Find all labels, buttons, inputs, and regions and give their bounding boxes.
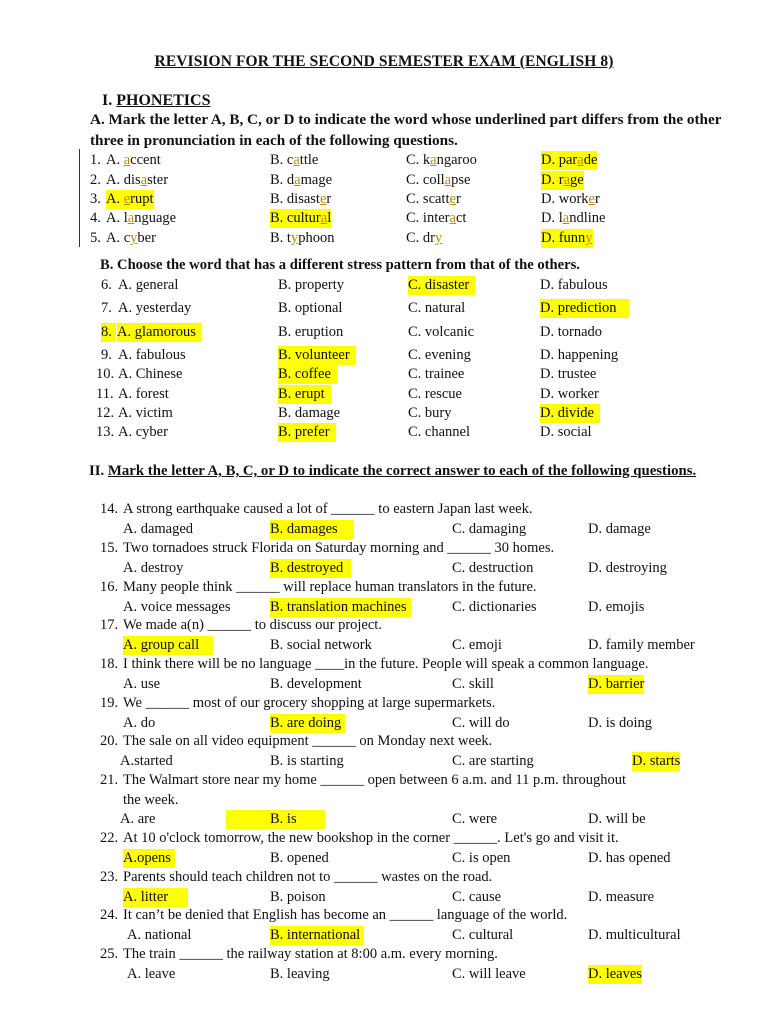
answer-choice: C. skill [452, 675, 494, 692]
answer-choice: C. rescue [408, 386, 462, 402]
answer-choice: B. social network [270, 636, 372, 653]
underlined-letter: y [130, 230, 138, 246]
answer-choice [406, 190, 461, 209]
question-number: 4. [90, 210, 101, 226]
question-number: 5. [90, 230, 101, 246]
answer-option: A.opens [123, 849, 175, 868]
option-text: ndline [569, 210, 606, 226]
underlined-letter: a [430, 152, 437, 168]
answer-option: B. are doing [270, 714, 345, 733]
answer-choice [406, 229, 442, 248]
answer-choice: B. development [270, 675, 362, 692]
question-number: 18. [100, 656, 119, 672]
question-number: 24. [100, 907, 119, 923]
answer-choice: B. is starting [270, 752, 344, 769]
answer-choice: B. optional [278, 300, 343, 316]
answer-choice: C. will leave [452, 965, 526, 982]
stress-question-row [0, 346, 768, 365]
option-text: de [583, 152, 598, 168]
option-text: A. [106, 191, 124, 207]
answer-option [541, 151, 597, 170]
answer-choice: C. emoji [452, 636, 502, 653]
answer-choice: A. use [123, 675, 161, 692]
answer-choice: A. forest [118, 386, 169, 402]
answer-option [541, 229, 593, 248]
answer-option: A. litter [123, 888, 188, 907]
question-number: 25. [100, 946, 119, 962]
answer-choice: D. destroying [588, 559, 667, 576]
underlined-letter: y [435, 230, 443, 246]
answer-choice [270, 171, 332, 190]
option-text: C. scatt [406, 191, 450, 207]
option-text: B. t [270, 230, 291, 246]
underlined-letter: y [290, 230, 299, 246]
underlined-letter: a [449, 210, 456, 226]
answer-choice: C. will do [452, 714, 510, 731]
option-text: ge [570, 172, 584, 188]
stress-question-row [0, 404, 768, 423]
question-text: The Walmart store near my home ______ open between 6 a.m. and 11 p.m. throughout [123, 772, 626, 788]
underlined-letter: e [588, 191, 595, 207]
answer-choice: D. will be [588, 811, 646, 827]
answer-choice: B. leaving [270, 965, 330, 982]
stress-question-row [0, 423, 768, 442]
part-a-instruction: A. Mark the letter A, B, C, or D to indicate the word whose underlined part differs from the other three in pronunciation in each of the following questions. [90, 111, 722, 149]
answer-choice: A. leave [127, 965, 176, 982]
section-2-heading [89, 462, 749, 481]
answer-choice [406, 171, 470, 190]
question-number: 7. [101, 300, 112, 316]
answer-option: D. barrier [588, 675, 645, 692]
option-text: phoon [298, 230, 335, 246]
answer-choice: C. destruction [452, 559, 534, 576]
underlined-letter: a [294, 172, 301, 188]
answer-option: B. damages [270, 520, 354, 539]
answer-option [541, 171, 584, 190]
stress-question-row [0, 365, 768, 384]
answer-choice [541, 209, 605, 228]
underlined-letter: a [444, 172, 452, 188]
underlined-letter: a [577, 152, 584, 168]
question-number: 8. [101, 323, 116, 342]
option-text: ster [147, 172, 169, 188]
option-text: B. cultur [270, 210, 321, 226]
option-text: D. r [541, 172, 564, 188]
pron-question-row [0, 151, 768, 170]
option-text: ber [137, 230, 156, 246]
question-text: We made a(n) ______ to discuss our project. [123, 617, 382, 633]
answer-choice: A. are [120, 811, 156, 827]
question-text: The train ______ the railway station at 8:00 a.m. every morning. [123, 946, 498, 962]
answer-option: B. international [270, 926, 364, 945]
pron-question-row [0, 209, 768, 228]
answer-choice: B. damage [278, 405, 341, 421]
answer-choice: D. multicultural [588, 926, 681, 943]
underlined-letter: a [293, 152, 300, 168]
question-number: 16. [100, 579, 119, 595]
answer-choice: C. damaging [452, 520, 527, 537]
answer-choice: C. were [452, 811, 498, 827]
underlined-letter: e [449, 191, 456, 207]
answer-choice: D. social [540, 424, 592, 440]
option-text: r [455, 191, 461, 207]
answer-choice [106, 209, 176, 228]
question-number: 17. [100, 617, 119, 633]
answer-choice: A. general [118, 277, 179, 293]
option-text: A. l [106, 210, 128, 226]
option-text: B. c [270, 152, 294, 168]
answer-choice: D. happening [540, 347, 619, 363]
option-text: D. funn [541, 230, 586, 246]
answer-choice [270, 151, 318, 170]
underlined-letter: a [140, 172, 148, 188]
option-text: nguage [134, 210, 177, 226]
question-text: At 10 o'clock tomorrow, the new bookshop in the corner ______. Let's go and visit it. [123, 830, 619, 846]
question-number: 6. [101, 277, 112, 293]
option-text: A. c [106, 230, 131, 246]
underlined-letter: y [585, 230, 593, 246]
pron-question-row [0, 190, 768, 209]
answer-choice: D. measure [588, 888, 655, 905]
question-number: 3. [90, 191, 101, 207]
question-text: I think there will be no language ____in the future. People will speak a common language. [123, 656, 649, 672]
answer-choice: A. fabulous [118, 347, 186, 363]
option-text: A. dis [106, 172, 141, 188]
underlined-letter: a [562, 210, 570, 226]
answer-option: B. destroyed [270, 559, 351, 578]
answer-choice: D. has opened [588, 849, 671, 866]
question-number: 9. [101, 347, 112, 363]
answer-choice [406, 209, 466, 228]
answer-choice: A. Chinese [118, 366, 183, 382]
option-text: C. inter [406, 210, 450, 226]
answer-option [270, 209, 331, 228]
answer-choice [270, 190, 331, 209]
question-number: 11. [96, 386, 114, 402]
question-text: A strong earthquake caused a lot of ______ to eastern Japan last week. [123, 501, 533, 517]
answer-choice: D. fabulous [540, 277, 608, 293]
answer-choice [406, 151, 477, 170]
underlined-letter: e [123, 191, 131, 207]
answer-choice: A. voice messages [123, 598, 231, 615]
answer-option: C. disaster [408, 276, 475, 295]
answer-choice: A. national [127, 926, 192, 943]
answer-choice: D. worker [540, 386, 599, 402]
underlined-letter: a [123, 152, 131, 168]
question-number: 1. [90, 152, 101, 168]
option-text: D. l [541, 210, 563, 226]
option-text: B. d [270, 172, 295, 188]
option-text: ttle [299, 152, 319, 168]
answer-choice: B. opened [270, 849, 329, 866]
answer-choice: C. bury [408, 405, 452, 421]
answer-choice: A. yesterday [118, 300, 192, 316]
answer-option: D. starts [632, 752, 681, 769]
answer-option: D. leaves [588, 965, 642, 982]
question-number: 2. [90, 172, 101, 188]
answer-option: B. prefer [278, 423, 336, 442]
answer-option: B. coffee [278, 365, 337, 384]
question-number: 23. [100, 869, 119, 885]
answer-choice: C. is open [452, 849, 511, 866]
option-text: ct [455, 210, 467, 226]
question-number: 12. [96, 405, 115, 421]
option-text: B. disast [270, 191, 320, 207]
section-1-name: PHONETICS [116, 92, 211, 109]
answer-choice [541, 190, 600, 209]
question-text: the week. [123, 791, 179, 808]
answer-choice: C. natural [408, 300, 466, 316]
answer-choice [106, 171, 168, 190]
option-text: ccent [130, 152, 161, 168]
answer-choice: A.started [120, 752, 173, 769]
answer-choice: B. property [278, 277, 345, 293]
underlined-letter: a [127, 210, 135, 226]
stress-question-row [0, 299, 768, 318]
question-number: 19. [100, 695, 119, 711]
answer-choice: D. trustee [540, 366, 597, 382]
option-text: r [326, 191, 332, 207]
question-text: The sale on all video equipment ______ on Monday next week. [123, 733, 493, 749]
answer-option: B. translation machines [270, 598, 411, 617]
option-text: rupt [130, 191, 154, 207]
answer-option: A. group call [123, 636, 213, 655]
question-number: 20. [100, 733, 119, 749]
option-text: D. work [541, 191, 589, 207]
answer-choice: B. poison [270, 888, 326, 905]
underlined-letter: a [320, 210, 328, 226]
option-text: D. par [541, 152, 578, 168]
answer-option: D. divide [540, 404, 600, 423]
answer-choice: A. victim [118, 405, 173, 421]
option-text: C. dr [406, 230, 435, 246]
stress-question-row [0, 323, 768, 342]
answer-choice: D. emojis [588, 598, 645, 615]
answer-choice: C. evening [408, 347, 471, 363]
answer-option [106, 190, 154, 209]
answer-choice: C. channel [408, 424, 471, 440]
question-number: 21. [100, 772, 119, 788]
underlined-letter: e [319, 191, 327, 207]
answer-option: B. volunteer [278, 346, 356, 365]
answer-choice: D. family member [588, 636, 695, 653]
option-text: pse [451, 172, 471, 188]
answer-choice: C. volcanic [408, 324, 475, 340]
answer-choice: A. damaged [123, 520, 194, 537]
question-text: We ______ most of our grocery shopping at large supermarkets. [123, 695, 496, 711]
question-number: 22. [100, 830, 119, 846]
section-1-number: I. [102, 92, 113, 109]
answer-option: B. is [226, 810, 325, 829]
document-title: REVISION FOR THE SECOND SEMESTER EXAM (ENGLISH 8) [154, 53, 614, 70]
answer-choice [270, 229, 334, 248]
answer-choice: A. do [123, 714, 156, 731]
option-text: l [327, 210, 332, 226]
answer-choice: C. dictionaries [452, 598, 537, 615]
option-text: ngaroo [436, 152, 477, 168]
answer-choice: A. cyber [118, 424, 168, 440]
answer-option: D. prediction [540, 299, 629, 318]
option-text: A. [106, 152, 124, 168]
question-number: 15. [100, 540, 119, 556]
question-number: 14. [100, 501, 119, 517]
question-number: 13. [96, 424, 115, 440]
answer-choice: C. are starting [452, 752, 534, 769]
answer-choice: D. tornado [540, 324, 603, 340]
option-text: r [594, 191, 600, 207]
answer-option: A. glamorous [117, 323, 202, 342]
question-text: Two tornadoes struck Florida on Saturday morning and ______ 30 homes. [123, 540, 555, 556]
answer-choice: D. damage [588, 520, 651, 537]
option-text: mage [300, 172, 333, 188]
answer-choice: C. trainee [408, 366, 465, 382]
answer-choice: C. cause [452, 888, 502, 905]
answer-choice [106, 151, 161, 170]
answer-option: B. erupt [278, 385, 331, 404]
answer-choice: A. destroy [123, 559, 184, 576]
answer-choice: D. is doing [588, 714, 653, 731]
option-text: C. coll [406, 172, 445, 188]
question-text: It can’t be denied that English has become an ______ language of the world. [123, 907, 568, 923]
section-1-heading [102, 92, 210, 110]
option-text: C. k [406, 152, 431, 168]
pron-question-row [0, 229, 768, 248]
stress-question-row [0, 276, 768, 295]
answer-choice: B. eruption [278, 324, 344, 340]
answer-choice: C. cultural [452, 926, 514, 943]
question-text: Many people think ______ will replace human translators in the future. [123, 579, 537, 595]
part-b-instruction: B. Choose the word that has a different stress pattern from that of the others. [100, 257, 580, 273]
pron-question-row [0, 171, 768, 190]
section-2-instruction: Mark the letter A, B, C, or D to indicate the correct answer to each of the following questions. [107, 463, 697, 479]
question-number: 10. [96, 366, 115, 382]
stress-question-row [0, 385, 768, 404]
answer-choice [106, 229, 156, 248]
question-text: Parents should teach children not to ______ wastes on the road. [123, 869, 493, 885]
section-2-number: II. [89, 463, 105, 479]
underlined-letter: a [563, 172, 570, 188]
